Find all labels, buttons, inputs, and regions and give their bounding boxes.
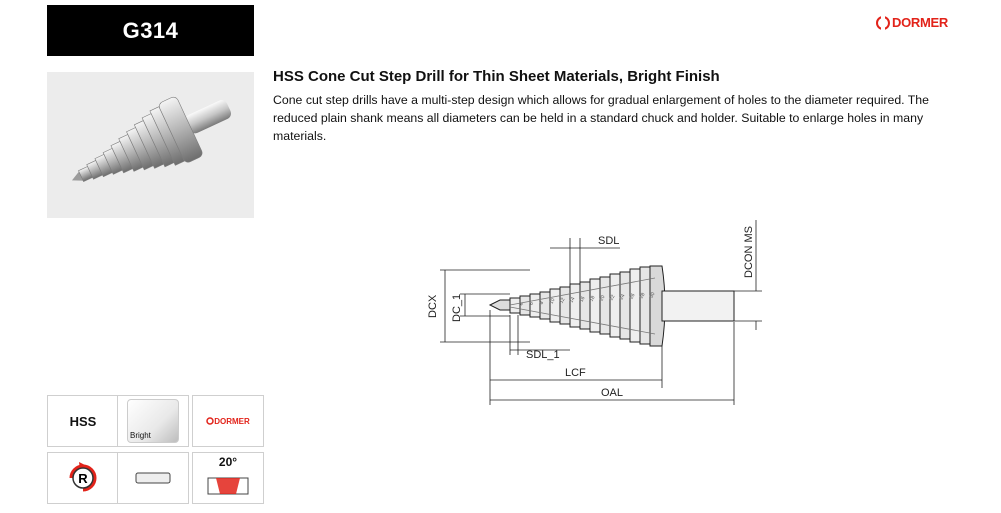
step-mark: 10 [548, 297, 557, 306]
step-drill-photo-icon [47, 72, 254, 218]
dimension-label-sdl-1: SDL_1 [526, 349, 560, 361]
step-mark: 16 [578, 295, 587, 304]
drill-outline [490, 266, 734, 346]
dimension-label-dc-1: DC_1 [451, 293, 463, 322]
step-mark: 28 [638, 291, 647, 300]
product-code-box [47, 5, 254, 56]
dormer-logo [876, 15, 948, 30]
product-description: Cone cut step drills have a multi-step design which allows for gradual enlargement of holes to the diameter required. The reduced plain shank means all diameters can be held in a standard chuck and holder. Suitable to enlarge holes in many materials. [273, 93, 929, 143]
step-mark: 14 [568, 296, 577, 304]
point-angle-icon [192, 452, 264, 504]
dormer-brand-icon [192, 395, 264, 447]
dormer-logo-text: DORMER [892, 15, 948, 30]
step-mark: 6 [528, 300, 536, 307]
step-mark: 18 [588, 294, 597, 303]
dimension-label-dcon-ms: DCON MS [743, 226, 755, 278]
bright-swatch [127, 399, 179, 443]
dimension-label-dcx: DCX [427, 294, 439, 318]
product-title: HSS Cone Cut Step Drill for Thin Sheet Materials, Bright Finish [273, 68, 720, 85]
product-photo [47, 72, 254, 218]
dormer-mark-icon [206, 417, 214, 425]
step-mark: 20 [598, 294, 607, 303]
bright-finish-icon [117, 395, 189, 447]
rotation-label: R [78, 471, 88, 486]
point-angle-label: 20° [218, 455, 238, 469]
shank-cylinder-icon [133, 468, 173, 488]
hss-label: HSS [69, 413, 97, 429]
angle-profile-icon [206, 476, 250, 498]
dimension-label-oal: OAL [601, 387, 624, 399]
dimension-label-sdl: SDL [598, 235, 620, 247]
step-mark: 26 [628, 292, 637, 301]
technical-drawing [400, 210, 770, 415]
dimension-label-lcf: LCF [565, 367, 586, 379]
step-mark: 24 [618, 293, 627, 301]
step-mark: 8 [538, 300, 546, 306]
dormer-brand-text: DORMER [214, 416, 250, 426]
hss-material-icon [47, 395, 119, 447]
step-mark: 22 [608, 293, 617, 302]
step-mark: 4 [518, 301, 526, 307]
step-mark: 12 [558, 296, 567, 305]
dormer-logo-mark-icon [876, 16, 890, 30]
right-hand-rotation-icon [47, 452, 119, 504]
step-mark: 30 [648, 291, 657, 300]
product-code: G314 [122, 17, 179, 43]
plain-shank-icon [117, 452, 189, 504]
rotation-arrow-icon [63, 458, 103, 498]
bright-label: Bright [130, 431, 151, 440]
